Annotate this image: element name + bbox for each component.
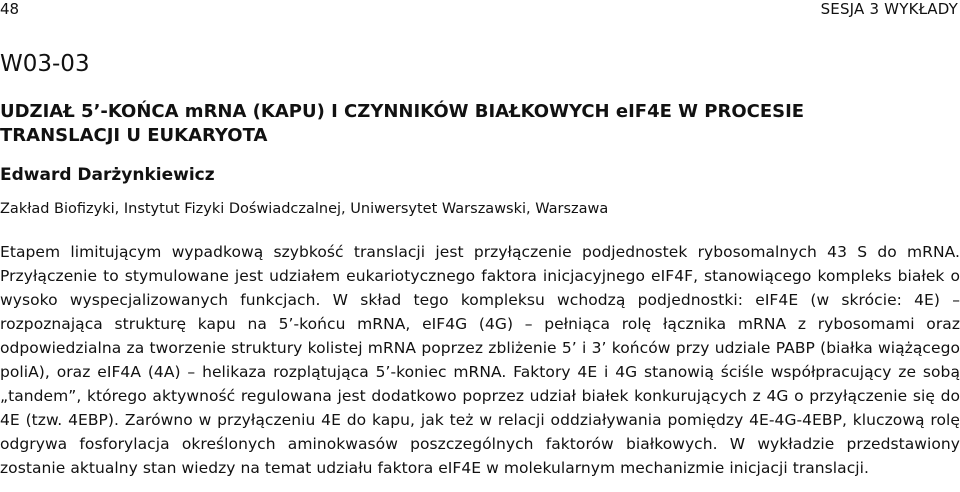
section-label: SESJA 3 WYKŁADY [820,0,958,18]
abstract-code: W03-03 [0,51,90,77]
author-affiliation: Zakład Biofizyki, Instytut Fizyki Doświadczalnej, Uniwersytet Warszawski, Warszawa [0,201,609,217]
page-header [0,0,960,18]
abstract-body: Etapem limitującym wypadkową szybkość translacji jest przyłączenie podjednostek rybosomalnych 43 S do mRNA. Przyłączenie to stymulowane jest udziałem eukariotycznego faktora inicjacyjnego eIF4F, stanowiącego kompleks białek o wysoko wyspecjalizowanych funkcjach. W skład tego kompleksu wchodzą podjednostki: eIF4E (w skrócie: 4E) – rozpoznająca strukturę kapu na 5’-końcu mRNA, eIF4G (4G) – pełniąca rolę łącznika mRNA z rybosomami oraz odpowiedzialna za tworzenie struktury kolistej mRNA poprzez zbliżenie 5’ i 3’ końców przy udziale PABP (białka wiążącego poliA), oraz eIF4A (4A) – helikaza rozplątująca 5’-koniec mRNA. Faktory 4E i 4G stanowią ściśle współpracujący ze sobą „tandem”, którego aktywność regulowana jest dodatkowo poprzez udział białek konkurujących z 4G o przyłączenie się do 4E (tzw. 4EBP). Zarówno w przyłączeniu 4E do kapu, jak też w relacji oddziaływania pomiędzy 4E-4G-4EBP, kluczową rolę odgrywa fosforylacja określonych aminokwasów poszczególnych faktorów białkowych. W wykładzie przedstawiony zostanie aktualny stan wiedzy na temat udziału faktora eIF4E w molekularnym mechanizmie inicjacji translacji. [0,243,960,477]
page-number: 48 [0,0,20,18]
author-name: Edward Darżynkiewicz [0,165,215,185]
abstract-title: UDZIAŁ 5’-KOŃCA mRNA (KAPU) I CZYNNIKÓW BIAŁKOWYCH eIF4E W PROCESIE TRANSLACJI U EUKARYOTA [0,101,805,146]
